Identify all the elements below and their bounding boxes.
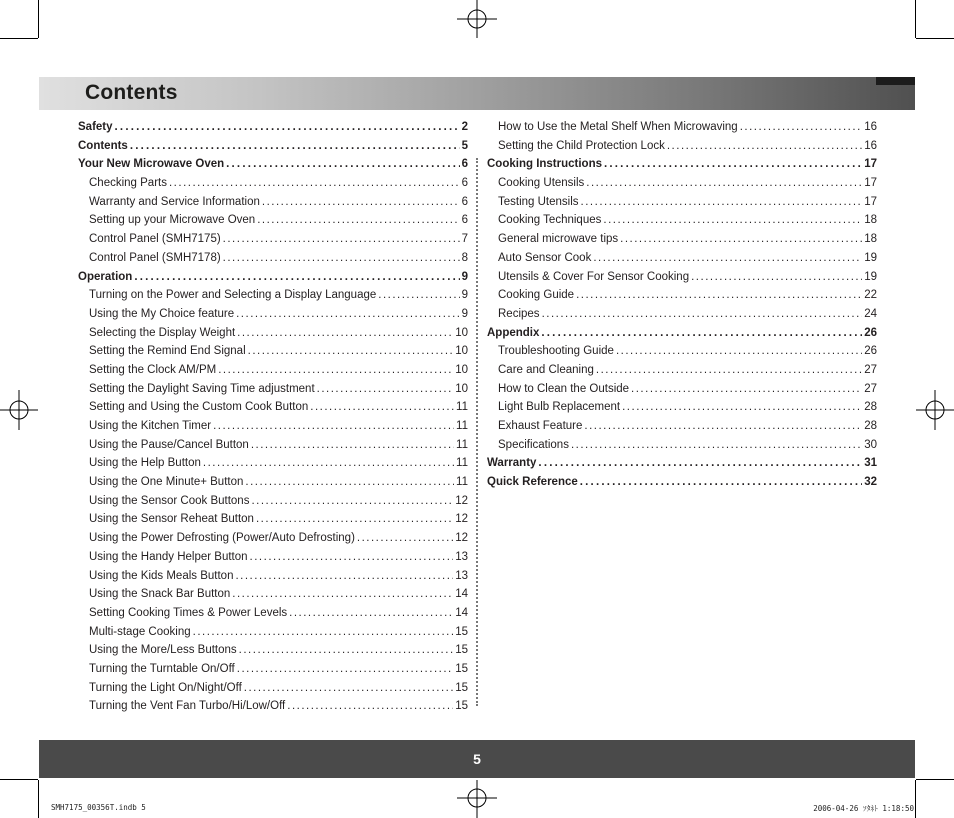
toc-page-number: 27 [864, 363, 877, 376]
dot-leader [251, 439, 454, 451]
toc-page-number: 24 [864, 307, 877, 320]
dot-leader [604, 158, 862, 170]
toc-entry [78, 420, 468, 439]
toc-entry-label: Warranty [487, 457, 537, 470]
registration-mark-bottom [457, 778, 497, 818]
toc-entry-label: General microwave tips [498, 233, 619, 246]
toc-entry-label: Turning the Light On/Night/Off [89, 681, 242, 694]
dot-leader [287, 700, 453, 712]
toc-page-number: 8 [461, 251, 468, 264]
dot-leader [239, 644, 454, 656]
dot-leader [667, 140, 862, 152]
toc-entry-label: Using the Help Button [89, 457, 201, 470]
toc-entry [78, 700, 468, 719]
toc-entry-label: Utensils & Cover For Sensor Cooking [498, 270, 690, 283]
toc-page-number: 6 [461, 214, 468, 227]
toc-entry [78, 570, 468, 589]
dot-leader [262, 196, 460, 208]
toc-page-number: 14 [455, 606, 468, 619]
toc-page-number: 12 [455, 494, 468, 507]
toc-page-number: 15 [455, 700, 468, 713]
toc-entry-label: Using the Handy Helper Button [89, 550, 248, 563]
toc-page-number: 11 [456, 476, 468, 489]
dot-leader [226, 158, 459, 170]
toc-page-number: 13 [455, 550, 468, 563]
registration-mark-left [0, 390, 40, 430]
toc-page-number: 22 [864, 289, 877, 302]
toc-page-number: 11 [456, 420, 468, 432]
dot-leader [134, 271, 459, 283]
toc-entry-label: Light Bulb Replacement [498, 401, 621, 414]
toc-entry-label: Testing Utensils [498, 195, 579, 208]
toc-entry-label: Cooking Instructions [487, 158, 602, 171]
toc-entry [78, 476, 468, 495]
toc-entry [78, 214, 468, 233]
toc-page-number: 12 [455, 532, 468, 545]
dot-leader [223, 252, 460, 264]
dot-leader [310, 401, 454, 413]
toc-page-number: 11 [456, 401, 468, 414]
toc-entry-label: Using the One Minute+ Button [89, 476, 244, 489]
toc-page-number: 19 [864, 270, 877, 283]
dot-leader [203, 457, 454, 469]
dot-leader [541, 327, 862, 339]
dot-leader [130, 140, 460, 152]
toc-page-number: 32 [864, 476, 877, 489]
toc-entry [78, 439, 468, 458]
toc-entry [487, 121, 877, 140]
dot-leader [593, 252, 862, 264]
dot-leader [596, 364, 862, 376]
toc-entry-label: Using the My Choice feature [89, 307, 235, 320]
toc-entry [487, 401, 877, 420]
toc-entry [78, 177, 468, 196]
toc-page-number: 7 [461, 233, 468, 246]
dot-leader [317, 383, 454, 395]
dot-leader [244, 682, 453, 694]
dot-leader [213, 420, 454, 432]
dot-leader [169, 177, 460, 189]
toc-entry-label: Control Panel (SMH7178) [89, 251, 221, 264]
toc-entry-label: Using the Power Defrosting (Power/Auto Defrosting) [89, 532, 355, 545]
toc-entry-label: Checking Parts [89, 177, 167, 190]
crop-mark [915, 0, 916, 38]
toc-entry [78, 345, 468, 364]
crop-mark [0, 779, 38, 780]
registration-mark-top [457, 0, 497, 40]
toc-page-number: 18 [864, 233, 877, 246]
toc-entry [78, 532, 468, 551]
dot-leader [251, 495, 453, 507]
toc-entry-label: Cooking Utensils [498, 177, 585, 190]
toc-page-number: 10 [455, 382, 468, 395]
toc-entry-label: Turning the Turntable On/Off [89, 662, 235, 675]
toc-entry [78, 495, 468, 514]
crop-mark [916, 38, 954, 39]
toc-entry [78, 252, 468, 271]
toc-page-number: 19 [864, 251, 877, 264]
toc-page-number: 14 [455, 588, 468, 601]
toc-page-number: 5 [461, 139, 468, 152]
toc-entry-label: Setting the Daylight Saving Time adjustment [89, 382, 315, 395]
dot-leader [237, 327, 453, 339]
toc-page-number: 6 [461, 177, 468, 190]
toc-page-number: 26 [864, 345, 877, 358]
toc-page-number: 10 [455, 363, 468, 376]
toc-entry [487, 233, 877, 252]
dot-leader [620, 233, 862, 245]
toc-page-number: 6 [461, 195, 468, 208]
toc-entry [78, 551, 468, 570]
dot-leader [622, 401, 862, 413]
toc-entry [78, 682, 468, 701]
toc-entry [487, 252, 877, 271]
slug-timestamp: 2006-04-26 ｿﾀﾈﾄ 1:18:50 [813, 804, 914, 813]
dot-leader [236, 308, 459, 320]
toc-page-number: 10 [455, 326, 468, 339]
toc-entry-label: Quick Reference [487, 476, 578, 489]
dot-leader [576, 289, 862, 301]
dot-leader [193, 626, 454, 638]
toc-entry-label: Specifications [498, 438, 569, 451]
toc-entry [487, 271, 877, 290]
toc-entry-label: Setting the Clock AM/PM [89, 363, 217, 376]
toc-entry-label: Using the Kitchen Timer [89, 420, 212, 432]
toc-entry [487, 308, 877, 327]
dot-leader [378, 289, 459, 301]
toc-entry [78, 607, 468, 626]
toc-entry-label: Using the More/Less Buttons [89, 644, 237, 657]
toc-entry-label: Auto Sensor Cook [498, 251, 592, 264]
toc-entry [487, 140, 877, 159]
page-number: 5 [473, 751, 481, 767]
dot-leader [248, 345, 454, 357]
registration-mark-right [914, 390, 954, 430]
toc-page-number: 11 [456, 438, 468, 451]
toc-page-number: 31 [864, 457, 877, 470]
toc-entry-label: Recipes [498, 307, 540, 320]
toc-section-entry [78, 121, 468, 140]
crop-mark [38, 780, 39, 818]
toc-entry [487, 383, 877, 402]
toc-page-number: 26 [864, 326, 877, 339]
toc-entry-label: Safety [78, 121, 113, 133]
toc-page-number: 9 [461, 307, 468, 320]
dot-leader [235, 570, 453, 582]
toc-left-column [78, 121, 468, 719]
toc-entry-label: How to Clean the Outside [498, 382, 630, 395]
toc-entry-label: Turning on the Power and Selecting a Display Language [89, 289, 377, 302]
toc-entry-label: Setting and Using the Custom Cook Button [89, 401, 309, 414]
toc-section-entry [487, 158, 877, 177]
toc-page-number: 17 [864, 177, 877, 190]
dot-leader [218, 364, 453, 376]
toc-entry-label: How to Use the Metal Shelf When Microwaving [498, 121, 738, 133]
toc-entry-label: Cooking Guide [498, 289, 575, 302]
toc-section-entry [487, 457, 877, 476]
toc-page-number: 27 [864, 382, 877, 395]
dot-leader [538, 457, 862, 469]
toc-entry [487, 289, 877, 308]
toc-page-number: 15 [455, 625, 468, 638]
dot-leader [223, 233, 460, 245]
toc-page-number: 17 [864, 195, 877, 208]
dot-leader [571, 439, 862, 451]
toc-page-number: 28 [864, 401, 877, 414]
toc-entry-label: Setting the Child Protection Lock [498, 139, 665, 152]
toc-page-number: 16 [864, 121, 877, 133]
crop-mark [916, 779, 954, 780]
dot-leader [257, 214, 459, 226]
toc-page-number: 9 [461, 270, 468, 283]
dot-leader [740, 121, 863, 133]
footer-bar [39, 740, 915, 778]
toc-entry-label: Your New Microwave Oven [78, 158, 225, 171]
toc-entry [487, 177, 877, 196]
toc-page-number: 16 [864, 139, 877, 152]
toc-entry [78, 588, 468, 607]
toc-page-number: 9 [461, 289, 468, 302]
toc-section-entry [78, 158, 468, 177]
dot-leader [289, 607, 453, 619]
toc-section-entry [78, 271, 468, 290]
toc-entry-label: Setting the Remind End Signal [89, 345, 246, 358]
toc-entry [78, 233, 468, 252]
toc-entry-label: Appendix [487, 326, 540, 339]
toc-page-number: 28 [864, 420, 877, 432]
crop-mark [38, 0, 39, 38]
toc-entry-label: Turning the Vent Fan Turbo/Hi/Low/Off [89, 700, 286, 713]
toc-entry [78, 663, 468, 682]
toc-entry [78, 401, 468, 420]
column-divider [476, 158, 478, 706]
crop-mark [0, 38, 38, 39]
toc-entry-label: Cooking Techniques [498, 214, 602, 227]
dot-leader [115, 121, 460, 133]
dot-leader [232, 588, 453, 600]
toc-page-number: 12 [455, 513, 468, 526]
toc-entry-label: Using the Snack Bar Button [89, 588, 231, 601]
toc-entry-label: Using the Pause/Cancel Button [89, 438, 249, 451]
toc-entry-label: Control Panel (SMH7175) [89, 233, 221, 246]
toc-entry [78, 327, 468, 346]
dot-leader [581, 196, 863, 208]
toc-page-number: 15 [455, 662, 468, 675]
toc-entry-label: Using the Sensor Cook Buttons [89, 494, 250, 507]
toc-entry [487, 214, 877, 233]
dot-leader [357, 532, 453, 544]
toc-entry-label: Multi-stage Cooking [89, 625, 191, 638]
header-tab [876, 77, 915, 85]
toc-section-entry [78, 140, 468, 159]
toc-entry [78, 308, 468, 327]
dot-leader [584, 420, 862, 432]
dot-leader [250, 551, 454, 563]
toc-page-number: 30 [864, 438, 877, 451]
toc-entry [78, 457, 468, 476]
dot-leader [586, 177, 862, 189]
toc-entry [78, 196, 468, 215]
toc-entry-label: Selecting the Display Weight [89, 326, 236, 339]
header-bar [39, 77, 915, 110]
toc-right-column [487, 121, 877, 495]
page-title: Contents [85, 81, 178, 104]
toc-page-number: 11 [456, 457, 468, 470]
toc-entry-label: Setting Cooking Times & Power Levels [89, 606, 288, 619]
dot-leader [245, 476, 454, 488]
dot-leader [542, 308, 863, 320]
toc-entry [487, 345, 877, 364]
toc-entry [487, 420, 877, 439]
toc-entry-label: Operation [78, 270, 133, 283]
toc-page-number: 18 [864, 214, 877, 227]
dot-leader [256, 513, 453, 525]
toc-page-number: 17 [864, 158, 877, 171]
dot-leader [580, 476, 862, 488]
toc-section-entry [487, 476, 877, 495]
toc-entry [78, 289, 468, 308]
toc-entry [487, 439, 877, 458]
toc-page-number: 6 [461, 158, 468, 171]
toc-entry [487, 196, 877, 215]
crop-mark [915, 780, 916, 818]
toc-entry [78, 383, 468, 402]
toc-page-number: 15 [455, 644, 468, 657]
toc-entry-label: Setting up your Microwave Oven [89, 214, 256, 227]
toc-entry [78, 364, 468, 383]
dot-leader [616, 345, 862, 357]
toc-page-number: 2 [461, 121, 468, 133]
dot-leader [237, 663, 453, 675]
toc-page-number: 13 [455, 569, 468, 582]
toc-entry-label: Using the Kids Meals Button [89, 569, 234, 582]
toc-page-number: 15 [455, 681, 468, 694]
toc-entry-label: Exhaust Feature [498, 420, 583, 432]
toc-entry [78, 513, 468, 532]
toc-entry-label: Contents [78, 139, 128, 152]
toc-entry-label: Care and Cleaning [498, 363, 594, 376]
toc-entry-label: Using the Sensor Reheat Button [89, 513, 254, 526]
toc-entry [78, 626, 468, 645]
slug-file-info: SMH7175_00356T.indb 5 [51, 803, 146, 812]
toc-entry-label: Warranty and Service Information [89, 195, 260, 208]
toc-section-entry [487, 327, 877, 346]
toc-entry-label: Troubleshooting Guide [498, 345, 614, 358]
toc-entry [78, 644, 468, 663]
dot-leader [631, 383, 862, 395]
toc-entry [487, 364, 877, 383]
dot-leader [603, 214, 862, 226]
toc-page-number: 10 [455, 345, 468, 358]
dot-leader [691, 271, 862, 283]
